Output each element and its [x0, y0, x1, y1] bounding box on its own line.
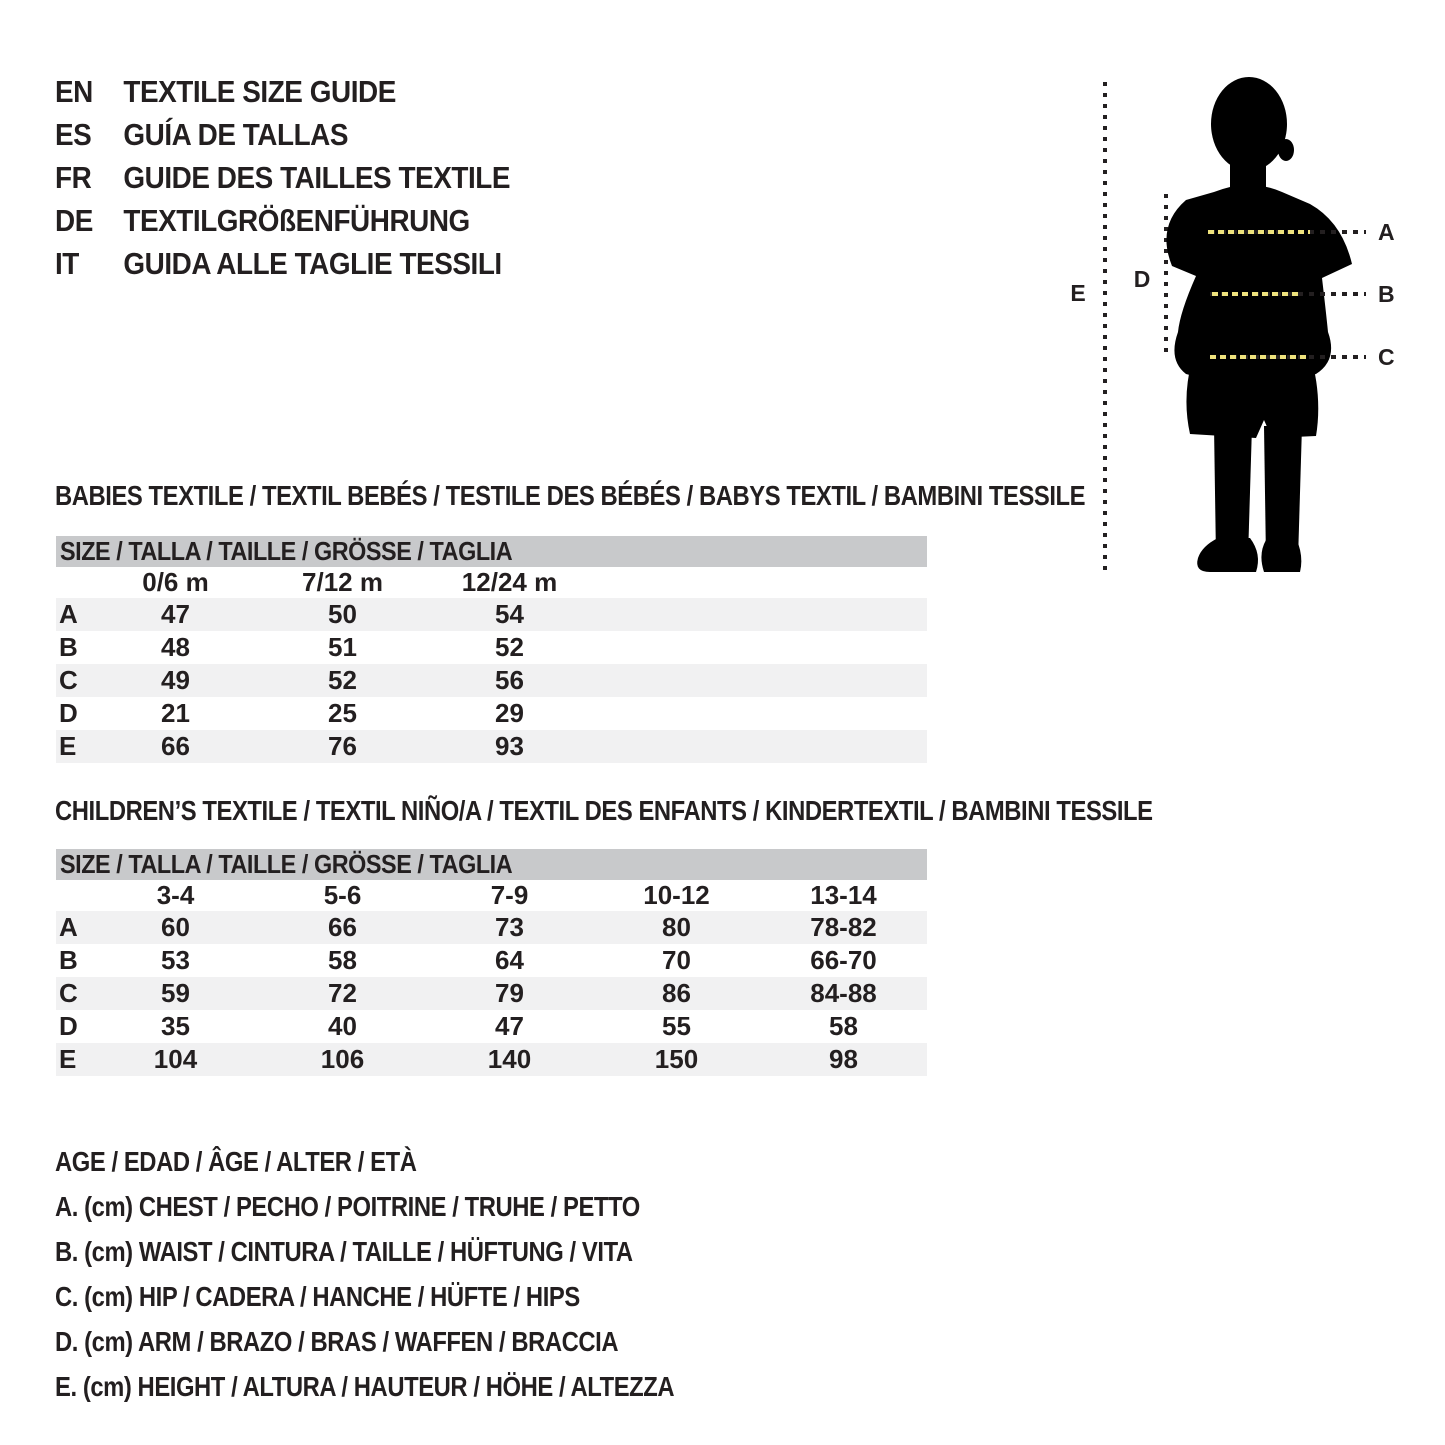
- cell-value: 104: [153, 1044, 198, 1074]
- cell-value: 86: [662, 978, 691, 1008]
- cell-value: 93: [495, 731, 524, 761]
- lang-row-de: [55, 199, 510, 242]
- cell-value: 66: [328, 912, 357, 942]
- cell-value: 55: [662, 1011, 691, 1041]
- babies-size-header-bar: [56, 536, 927, 567]
- row-label: C: [59, 665, 78, 695]
- column-header: 12/24 m: [461, 567, 558, 597]
- cell-value: 58: [328, 945, 357, 975]
- cell-value: 79: [495, 978, 524, 1008]
- cell-value: 60: [161, 912, 190, 942]
- lang-code: IT: [55, 245, 79, 281]
- row-label: C: [59, 978, 78, 1008]
- lang-code: DE: [55, 202, 93, 238]
- column-header: 13-14: [810, 880, 877, 910]
- column-header: 10-12: [643, 880, 710, 910]
- lang-title: GUÍA DE TALLAS: [123, 116, 349, 152]
- lang-row-it: [55, 242, 510, 285]
- column-header: 5-6: [323, 880, 362, 910]
- cell-value: 51: [328, 632, 357, 662]
- measurement-figure-svg: [1060, 60, 1445, 600]
- babies-section-title-text: BABIES TEXTILE / TEXTIL BEBÉS / TESTILE DES BÉBÉS / BABYS TEXTIL / BAMBINI TESSILE: [55, 480, 1086, 511]
- lang-title: TEXTILGRÖßENFÜHRUNG: [123, 202, 470, 238]
- legend-text: AGE / EDAD / ÂGE / ALTER / ETÀ: [55, 1145, 417, 1177]
- cell-value: 49: [161, 665, 190, 695]
- table-row-a: [56, 598, 927, 631]
- figure-label-b: B: [1378, 281, 1395, 307]
- figure-label-d: D: [1133, 266, 1151, 292]
- lang-title: GUIDA ALLE TAGLIE TESSILI: [123, 245, 502, 281]
- cell-value: 52: [328, 665, 357, 695]
- cell-value: 84-88: [810, 978, 877, 1008]
- cell-value: 56: [495, 665, 524, 695]
- row-label: B: [59, 945, 78, 975]
- column-header: 7/12 m: [302, 567, 383, 597]
- row-label: E: [59, 1044, 77, 1074]
- measurement-legend: [55, 1139, 783, 1409]
- table-row-e: [56, 730, 927, 763]
- lang-title: TEXTILE SIZE GUIDE: [123, 73, 396, 109]
- legend-text: E. (cm) HEIGHT / ALTURA / HAUTEUR / HÖHE / ALTEZZA: [55, 1370, 675, 1402]
- figure-label-a: A: [1378, 219, 1395, 245]
- cell-value: 78-82: [810, 912, 877, 942]
- cell-value: 72: [328, 978, 357, 1008]
- legend-line-waist: [55, 1229, 783, 1274]
- legend-line-height: [55, 1364, 783, 1409]
- cell-value: 29: [495, 698, 524, 728]
- legend-line-age: [55, 1139, 783, 1184]
- cell-value: 54: [495, 599, 524, 629]
- table-row-d: [56, 697, 927, 730]
- table-row-a: [56, 911, 927, 944]
- children-section-title-text: CHILDREN’S TEXTILE / TEXTIL NIÑO/A / TEXTIL DES ENFANTS / KINDERTEXTIL / BAMBINI TESSILE: [55, 795, 1153, 826]
- cell-value: 47: [495, 1011, 524, 1041]
- row-label: D: [59, 698, 78, 728]
- cell-value: 76: [328, 731, 357, 761]
- legend-line-chest: [55, 1184, 783, 1229]
- cell-value: 59: [161, 978, 190, 1008]
- cell-value: 150: [654, 1044, 699, 1074]
- children-size-header-bar: [56, 849, 927, 880]
- cell-value: 64: [495, 945, 524, 975]
- cell-value: 25: [328, 698, 357, 728]
- lang-title: GUIDE DES TAILLES TEXTILE: [123, 159, 511, 195]
- lang-code: FR: [55, 159, 92, 195]
- table-row-b: [56, 944, 927, 977]
- cell-value: 66-70: [810, 945, 877, 975]
- row-label: D: [59, 1011, 78, 1041]
- legend-text: B. (cm) WAIST / CINTURA / TAILLE / HÜFTUNG / VITA: [55, 1235, 633, 1267]
- cell-value: 106: [320, 1044, 365, 1074]
- legend-line-hip: [55, 1274, 783, 1319]
- legend-text: D. (cm) ARM / BRAZO / BRAS / WAFFEN / BRACCIA: [55, 1325, 619, 1357]
- column-header: 3-4: [156, 880, 195, 910]
- table-row-b: [56, 631, 927, 664]
- figure-label-e: E: [1070, 280, 1086, 306]
- lang-code: EN: [55, 73, 93, 109]
- cell-value: 40: [328, 1011, 357, 1041]
- cell-value: 80: [662, 912, 691, 942]
- table-row-e: [56, 1043, 927, 1076]
- legend-line-arm: [55, 1319, 783, 1364]
- lang-row-fr: [55, 156, 510, 199]
- size-header-text: SIZE / TALLA / TAILLE / GRÖSSE / TAGLIA: [60, 536, 513, 566]
- column-header: 7-9: [490, 880, 529, 910]
- cell-value: 35: [161, 1011, 190, 1041]
- children-section-title: [55, 796, 1346, 826]
- babies-size-table: [56, 536, 927, 763]
- row-label: A: [59, 912, 78, 942]
- cell-value: 52: [495, 632, 524, 662]
- children-column-header-row: [56, 880, 927, 911]
- cell-value: 98: [829, 1044, 858, 1074]
- cell-value: 48: [161, 632, 190, 662]
- babies-column-header-row: [56, 567, 927, 598]
- figure-label-c: C: [1378, 344, 1395, 370]
- language-title-list: [55, 70, 561, 285]
- measurement-figure: [1060, 60, 1445, 600]
- row-label: A: [59, 599, 78, 629]
- babies-section-title: [55, 481, 1267, 511]
- row-label: E: [59, 731, 77, 761]
- lang-row-en: [55, 70, 510, 113]
- table-row-c: [56, 664, 927, 697]
- children-size-table: [56, 849, 927, 1076]
- cell-value: 53: [161, 945, 190, 975]
- legend-text: C. (cm) HIP / CADERA / HANCHE / HÜFTE / HIPS: [55, 1280, 580, 1312]
- cell-value: 21: [161, 698, 190, 728]
- table-row-c: [56, 977, 927, 1010]
- size-header-text: SIZE / TALLA / TAILLE / GRÖSSE / TAGLIA: [60, 849, 513, 879]
- cell-value: 73: [495, 912, 524, 942]
- row-label: B: [59, 632, 78, 662]
- lang-row-es: [55, 113, 510, 156]
- table-row-d: [56, 1010, 927, 1043]
- cell-value: 47: [161, 599, 190, 629]
- cell-value: 70: [662, 945, 691, 975]
- cell-value: 140: [487, 1044, 532, 1074]
- column-header: 0/6 m: [142, 567, 209, 597]
- legend-text: A. (cm) CHEST / PECHO / POITRINE / TRUHE / PETTO: [55, 1190, 640, 1222]
- cell-value: 50: [328, 599, 357, 629]
- lang-code: ES: [55, 116, 92, 152]
- cell-value: 58: [829, 1011, 858, 1041]
- cell-value: 66: [161, 731, 190, 761]
